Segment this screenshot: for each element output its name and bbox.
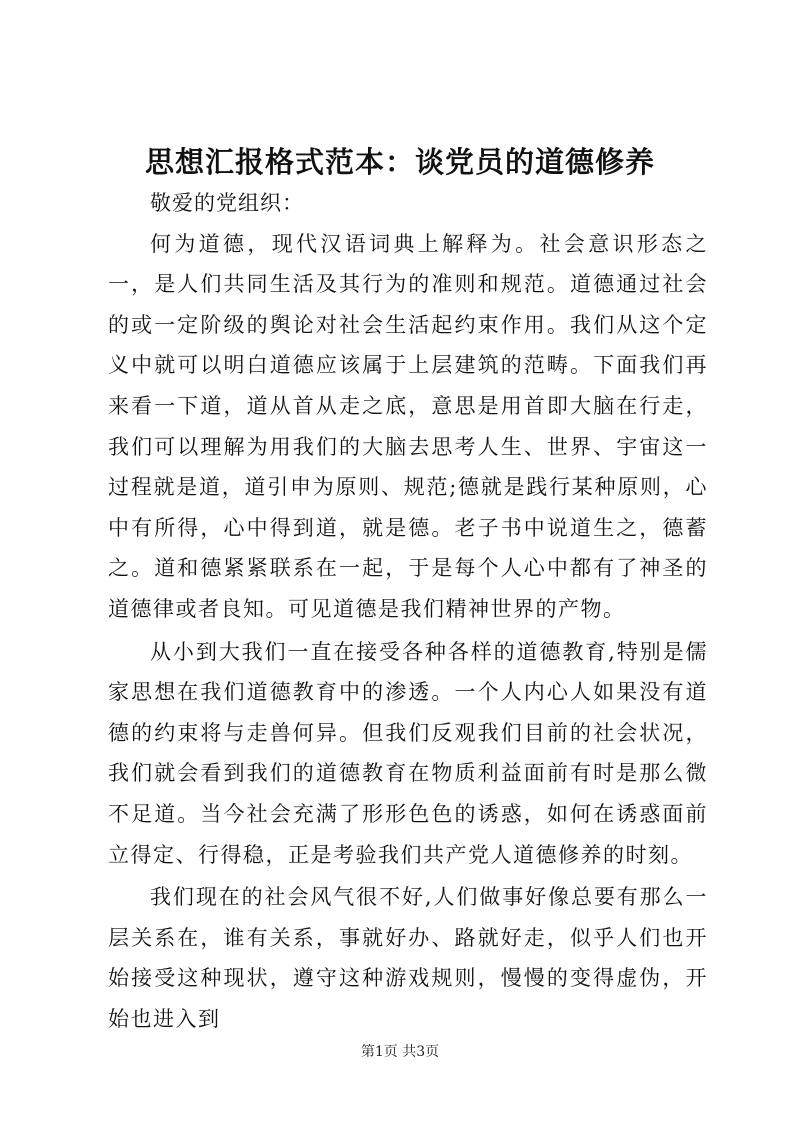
page-footer: 第1页 共3页: [360, 1044, 440, 1060]
paragraph-3: 我们现在的社会风气很不好,人们做事好像总要有那么一层关系在，谁有关系，事就好办、路就好走，似乎人们也开始接受这种现状，遵守这种游戏规则，慢慢的变得虚伪，开始也进入到: [108, 885, 708, 1031]
document-body: [108, 183, 708, 1039]
document-title: 思想汇报格式范本：谈党员的道德修养: [144, 145, 655, 179]
paragraph-2: 从小到大我们一直在接受各种各样的道德教育,特别是儒家思想在我们道德教育中的渗透。一个人内心人如果没有道德的约束将与走兽何异。但我们反观我们目前的社会状况，我们就会看到我们的道德教育在物质利益面前有时是那么微不足道。当今社会充满了形形色色的诱惑，如何在诱惑面前立得定、行得稳，正是考验我们共产党人道德修养的时刻。: [108, 639, 708, 867]
paragraph-1: 何为道德，现代汉语词典上解释为。社会意识形态之一，是人们共同生活及其行为的准则和规范。道德通过社会的或一定阶级的舆论对社会生活起约束作用。我们从这个定义中就可以明白道德应该属于上层建筑的范畴。下面我们再来看一下道，道从首从走之底，意思是用首即大脑在行走，我们可以理解为用我们的大脑去思考人生、世界、宇宙这一过程就是道，道引申为原则、规范;德就是践行某种原则，心中有所得，心中得到道，就是德。老子书中说道生之，德蓄之。道和德紧紧联系在一起，于是每个人心中都有了神圣的道德律或者良知。可见道德是我们精神世界的产物。: [108, 231, 708, 621]
salutation: 敬爱的党组织：: [150, 191, 304, 215]
